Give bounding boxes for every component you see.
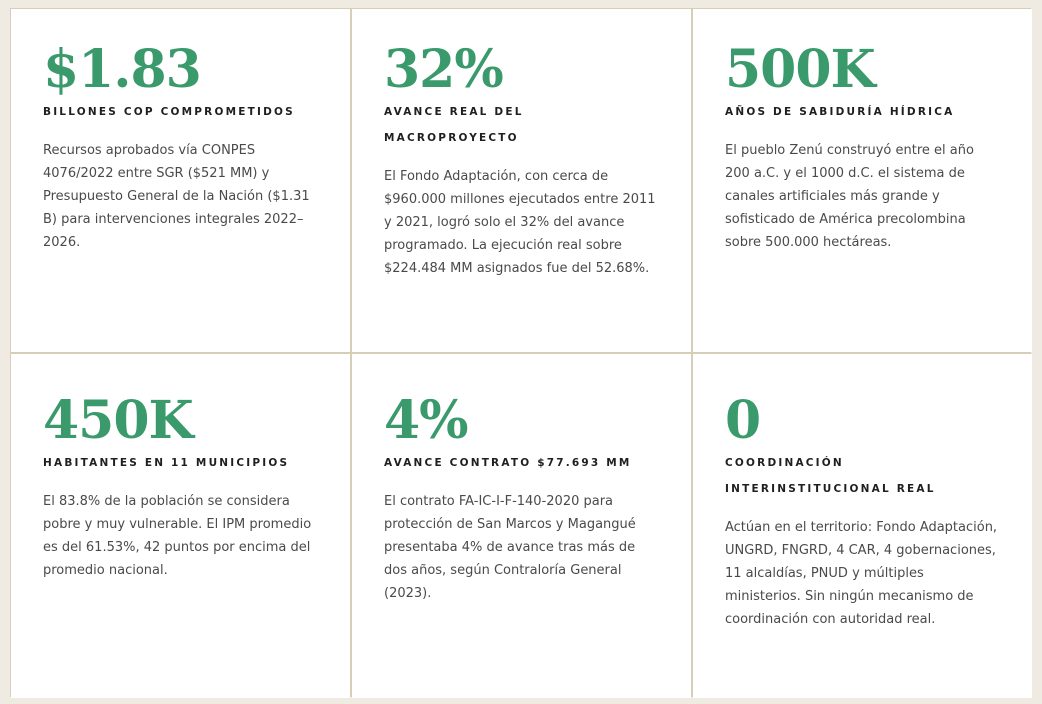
stat-label: AÑOS DE SABIDURÍA HÍDRICA [725, 106, 955, 118]
stat-card-population [11, 354, 350, 698]
stat-description: Actúan en el territorio: Fondo Adaptación, UNGRD, FNGRD, 4 CAR, 4 gobernaciones, 11 alcaldías, PNUD y múltiples ministerios. Sin ningún mecanismo de coordinación con autoridad real. [725, 520, 998, 627]
stat-value: 450K [43, 390, 193, 451]
stat-label: COORDINACIÓN INTERINSTITUCIONAL REAL [725, 457, 936, 495]
stat-value: 4% [384, 390, 468, 451]
stat-value: 0 [725, 390, 761, 451]
stat-card-budget [11, 9, 350, 352]
stat-description: El pueblo Zenú construyó entre el año 200 a.C. y el 1000 d.C. el sistema de canales artificiales más grande y sofisticado de América precolombina sobre 500.000 hectáreas. [725, 143, 974, 250]
stat-label: AVANCE CONTRATO $77.693 MM [384, 457, 632, 469]
stat-description: Recursos aprobados vía CONPES 4076/2022 entre SGR ($521 MM) y Presupuesto General de la Nación ($1.31 B) para intervenciones integrales 2022–2026. [43, 143, 310, 250]
stat-label: AVANCE REAL DEL MACROPROYECTO [384, 106, 524, 144]
stat-card-contract [352, 354, 691, 698]
stat-description: El Fondo Adaptación, con cerca de $960.000 millones ejecutados entre 2011 y 2021, logró solo el 32% del avance programado. La ejecución real sobre $224.484 MM asignados fue del 52.68%. [384, 169, 656, 276]
stat-card-wisdom [693, 9, 1032, 352]
stat-label: HABITANTES EN 11 MUNICIPIOS [43, 457, 290, 469]
stat-description: El contrato FA-IC-I-F-140-2020 para protección de San Marcos y Magangué presentaba 4% de avance tras más de dos años, según Contraloría General (2023). [384, 494, 636, 601]
stat-card-coordination [693, 354, 1032, 698]
stat-label: BILLONES COP COMPROMETIDOS [43, 106, 295, 118]
stat-value: $1.83 [43, 39, 201, 100]
stats-grid [10, 8, 1031, 697]
stat-description: El 83.8% de la población se considera pobre y muy vulnerable. El IPM promedio es del 61.53%, 42 puntos por encima del promedio nacional. [43, 494, 312, 578]
stat-value: 500K [725, 39, 875, 100]
stat-card-progress [352, 9, 691, 352]
stat-value: 32% [384, 39, 503, 100]
